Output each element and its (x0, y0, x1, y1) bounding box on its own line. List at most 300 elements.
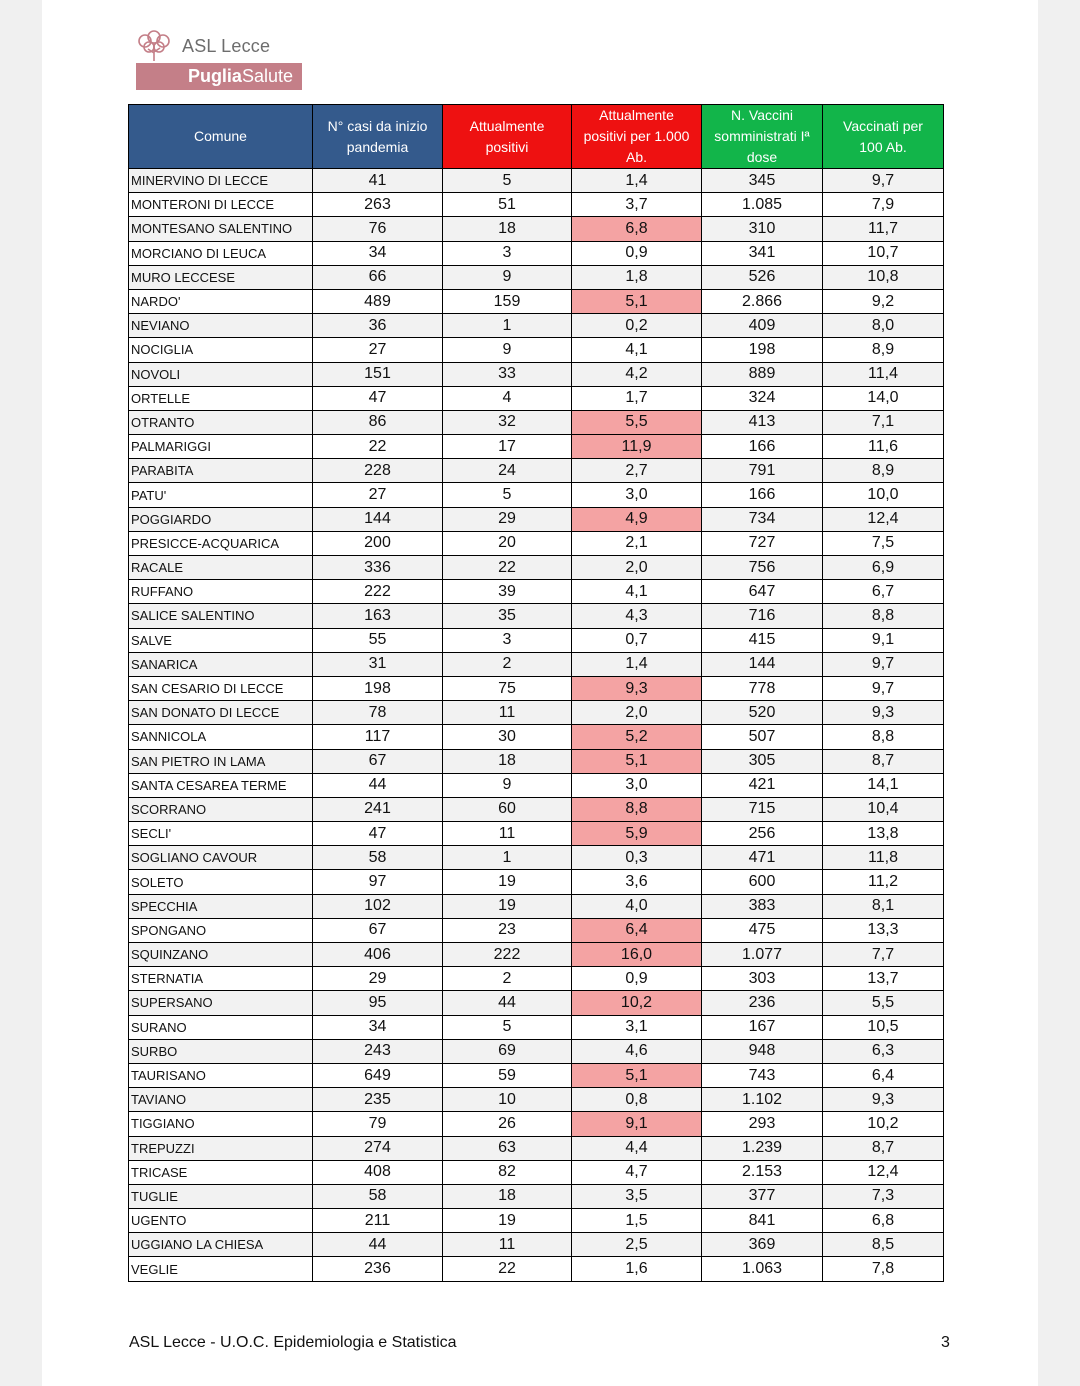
cell-attualmente-positivi: 159 (443, 289, 572, 313)
cell-positivi-per-1000: 6,4 (572, 918, 702, 942)
cell-vaccinati-per-100: 11,2 (823, 870, 944, 894)
cell-vaccini: 727 (702, 531, 823, 555)
cell-positivi-per-1000: 0,7 (572, 628, 702, 652)
cell-attualmente-positivi: 22 (443, 556, 572, 580)
cell-vaccini: 2.866 (702, 289, 823, 313)
cell-vaccinati-per-100: 8,1 (823, 894, 944, 918)
cell-casi: 31 (313, 652, 443, 676)
cell-attualmente-positivi: 17 (443, 435, 572, 459)
table-row (129, 749, 944, 773)
cell-attualmente-positivi: 11 (443, 822, 572, 846)
cell-positivi-per-1000: 0,9 (572, 241, 702, 265)
cell-positivi-per-1000: 6,8 (572, 217, 702, 241)
cell-casi: 67 (313, 749, 443, 773)
cell-vaccini: 236 (702, 991, 823, 1015)
cell-positivi-per-1000: 3,0 (572, 483, 702, 507)
cell-attualmente-positivi: 11 (443, 701, 572, 725)
cell-positivi-per-1000: 5,2 (572, 725, 702, 749)
cell-attualmente-positivi: 33 (443, 362, 572, 386)
cell-vaccinati-per-100: 9,1 (823, 628, 944, 652)
cell-positivi-per-1000: 3,1 (572, 1015, 702, 1039)
cell-positivi-per-1000: 3,6 (572, 870, 702, 894)
cell-vaccini: 415 (702, 628, 823, 652)
cell-casi: 336 (313, 556, 443, 580)
cell-comune: RACALE (129, 556, 313, 580)
cell-attualmente-positivi: 3 (443, 628, 572, 652)
cell-comune: NEVIANO (129, 314, 313, 338)
cell-positivi-per-1000: 4,3 (572, 604, 702, 628)
cell-attualmente-positivi: 9 (443, 265, 572, 289)
cell-attualmente-positivi: 18 (443, 217, 572, 241)
cell-casi: 274 (313, 1136, 443, 1160)
cell-vaccinati-per-100: 9,7 (823, 652, 944, 676)
cell-vaccini: 324 (702, 386, 823, 410)
cell-vaccini: 310 (702, 217, 823, 241)
table-row (129, 507, 944, 531)
cell-casi: 198 (313, 676, 443, 700)
cell-casi: 408 (313, 1160, 443, 1184)
cell-positivi-per-1000: 0,8 (572, 1088, 702, 1112)
cell-attualmente-positivi: 10 (443, 1088, 572, 1112)
cell-attualmente-positivi: 30 (443, 725, 572, 749)
cell-comune: SUPERSANO (129, 991, 313, 1015)
table-row (129, 894, 944, 918)
cell-vaccini: 520 (702, 701, 823, 725)
table-row (129, 604, 944, 628)
cell-comune: UGGIANO LA CHIESA (129, 1233, 313, 1257)
cell-attualmente-positivi: 20 (443, 531, 572, 555)
cell-vaccinati-per-100: 10,5 (823, 1015, 944, 1039)
cell-vaccini: 778 (702, 676, 823, 700)
logo-puglia-salute-band (136, 63, 302, 90)
cell-comune: TUGLIE (129, 1184, 313, 1208)
cell-casi: 241 (313, 797, 443, 821)
tree-logo-icon (136, 28, 172, 62)
cell-casi: 27 (313, 338, 443, 362)
cell-casi: 27 (313, 483, 443, 507)
cell-positivi-per-1000: 3,0 (572, 773, 702, 797)
cell-vaccini: 341 (702, 241, 823, 265)
cell-vaccini: 345 (702, 169, 823, 193)
cell-casi: 34 (313, 241, 443, 265)
cell-comune: SAN DONATO DI LECCE (129, 701, 313, 725)
cell-attualmente-positivi: 24 (443, 459, 572, 483)
page-number: 3 (941, 1334, 950, 1351)
cell-comune: SOGLIANO CAVOUR (129, 846, 313, 870)
cell-casi: 649 (313, 1063, 443, 1087)
header-positivi-per-1000: Attualmente positivi per 1.000 Ab. (572, 105, 702, 169)
cell-vaccinati-per-100: 11,8 (823, 846, 944, 870)
cell-comune: SANTA CESAREA TERME (129, 773, 313, 797)
cell-casi: 163 (313, 604, 443, 628)
cell-vaccini: 743 (702, 1063, 823, 1087)
cell-positivi-per-1000: 4,4 (572, 1136, 702, 1160)
footer-department: ASL Lecce - U.O.C. Epidemiologia e Statistica (129, 1334, 457, 1351)
table-row (129, 918, 944, 942)
cell-vaccini: 409 (702, 314, 823, 338)
cell-vaccinati-per-100: 7,1 (823, 410, 944, 434)
cell-vaccinati-per-100: 11,7 (823, 217, 944, 241)
asl-lecce-logo (136, 28, 302, 90)
table-row (129, 217, 944, 241)
cell-positivi-per-1000: 5,5 (572, 410, 702, 434)
table-row (129, 725, 944, 749)
table-row (129, 265, 944, 289)
table-row (129, 797, 944, 821)
cell-positivi-per-1000: 1,5 (572, 1209, 702, 1233)
cell-casi: 144 (313, 507, 443, 531)
cell-vaccini: 293 (702, 1112, 823, 1136)
cell-comune: SECLI' (129, 822, 313, 846)
cell-vaccinati-per-100: 8,9 (823, 338, 944, 362)
cell-comune: POGGIARDO (129, 507, 313, 531)
cell-attualmente-positivi: 29 (443, 507, 572, 531)
cell-vaccinati-per-100: 9,3 (823, 1088, 944, 1112)
cell-comune: TREPUZZI (129, 1136, 313, 1160)
cell-comune: SPONGANO (129, 918, 313, 942)
cell-attualmente-positivi: 69 (443, 1039, 572, 1063)
cell-attualmente-positivi: 222 (443, 943, 572, 967)
cell-comune: SQUINZANO (129, 943, 313, 967)
cell-vaccini: 1.077 (702, 943, 823, 967)
table-row (129, 435, 944, 459)
table-row (129, 967, 944, 991)
cell-attualmente-positivi: 5 (443, 169, 572, 193)
cell-vaccini: 383 (702, 894, 823, 918)
cell-vaccini: 526 (702, 265, 823, 289)
table-row (129, 991, 944, 1015)
cell-casi: 79 (313, 1112, 443, 1136)
cell-vaccini: 377 (702, 1184, 823, 1208)
cell-vaccinati-per-100: 5,5 (823, 991, 944, 1015)
cell-vaccinati-per-100: 6,8 (823, 1209, 944, 1233)
table-header-row (129, 105, 944, 169)
cell-positivi-per-1000: 4,1 (572, 338, 702, 362)
cell-positivi-per-1000: 5,9 (572, 822, 702, 846)
cell-casi: 222 (313, 580, 443, 604)
cell-vaccinati-per-100: 8,9 (823, 459, 944, 483)
cell-comune: MINERVINO DI LECCE (129, 169, 313, 193)
cell-casi: 236 (313, 1257, 443, 1281)
cell-attualmente-positivi: 51 (443, 193, 572, 217)
table-row (129, 1160, 944, 1184)
cell-vaccinati-per-100: 12,4 (823, 1160, 944, 1184)
table-row (129, 943, 944, 967)
cell-casi: 235 (313, 1088, 443, 1112)
table-row (129, 193, 944, 217)
cell-vaccinati-per-100: 9,7 (823, 169, 944, 193)
cell-vaccini: 471 (702, 846, 823, 870)
table-row (129, 701, 944, 725)
cell-casi: 58 (313, 846, 443, 870)
cell-comune: SAN CESARIO DI LECCE (129, 676, 313, 700)
table-row (129, 556, 944, 580)
cell-positivi-per-1000: 2,0 (572, 556, 702, 580)
cell-comune: STERNATIA (129, 967, 313, 991)
cell-vaccinati-per-100: 10,2 (823, 1112, 944, 1136)
cell-vaccinati-per-100: 7,5 (823, 531, 944, 555)
cell-vaccinati-per-100: 10,8 (823, 265, 944, 289)
cell-comune: NARDO' (129, 289, 313, 313)
table-row (129, 410, 944, 434)
cell-comune: MURO LECCESE (129, 265, 313, 289)
cell-attualmente-positivi: 32 (443, 410, 572, 434)
cell-positivi-per-1000: 4,6 (572, 1039, 702, 1063)
cell-vaccinati-per-100: 8,7 (823, 1136, 944, 1160)
cell-vaccini: 715 (702, 797, 823, 821)
cell-vaccini: 507 (702, 725, 823, 749)
cell-vaccini: 734 (702, 507, 823, 531)
cell-positivi-per-1000: 3,7 (572, 193, 702, 217)
cell-attualmente-positivi: 11 (443, 1233, 572, 1257)
logo-salute-text: Salute (241, 66, 293, 86)
cell-vaccinati-per-100: 7,9 (823, 193, 944, 217)
cell-casi: 41 (313, 169, 443, 193)
cell-attualmente-positivi: 35 (443, 604, 572, 628)
cell-vaccinati-per-100: 7,3 (823, 1184, 944, 1208)
cell-casi: 67 (313, 918, 443, 942)
cell-comune: RUFFANO (129, 580, 313, 604)
table-row (129, 1209, 944, 1233)
cell-positivi-per-1000: 4,2 (572, 362, 702, 386)
cell-casi: 47 (313, 386, 443, 410)
cell-comune: UGENTO (129, 1209, 313, 1233)
cell-vaccinati-per-100: 10,0 (823, 483, 944, 507)
cell-comune: PARABITA (129, 459, 313, 483)
cell-vaccinati-per-100: 10,4 (823, 797, 944, 821)
table-row (129, 846, 944, 870)
cell-casi: 44 (313, 1233, 443, 1257)
document-page (42, 0, 1038, 1386)
cell-vaccini: 305 (702, 749, 823, 773)
table-row (129, 1063, 944, 1087)
cell-positivi-per-1000: 1,7 (572, 386, 702, 410)
header-attualmente-positivi: Attualmente positivi (443, 105, 572, 169)
cell-attualmente-positivi: 3 (443, 241, 572, 265)
table-row (129, 241, 944, 265)
cell-attualmente-positivi: 22 (443, 1257, 572, 1281)
cell-attualmente-positivi: 2 (443, 652, 572, 676)
cell-vaccinati-per-100: 13,7 (823, 967, 944, 991)
table-row (129, 1257, 944, 1281)
cell-casi: 44 (313, 773, 443, 797)
cell-casi: 102 (313, 894, 443, 918)
cell-comune: SURBO (129, 1039, 313, 1063)
header-casi: N° casi da inizio pandemia (313, 105, 443, 169)
cell-vaccini: 2.153 (702, 1160, 823, 1184)
cell-vaccini: 1.063 (702, 1257, 823, 1281)
cell-vaccini: 166 (702, 435, 823, 459)
cell-vaccinati-per-100: 8,5 (823, 1233, 944, 1257)
table-row (129, 628, 944, 652)
cell-vaccini: 841 (702, 1209, 823, 1233)
cell-attualmente-positivi: 18 (443, 1184, 572, 1208)
cell-vaccini: 421 (702, 773, 823, 797)
municipality-covid-table (128, 104, 944, 1282)
cell-casi: 22 (313, 435, 443, 459)
cell-attualmente-positivi: 82 (443, 1160, 572, 1184)
table-row (129, 338, 944, 362)
cell-vaccinati-per-100: 11,6 (823, 435, 944, 459)
cell-vaccinati-per-100: 14,0 (823, 386, 944, 410)
cell-positivi-per-1000: 1,6 (572, 1257, 702, 1281)
cell-attualmente-positivi: 2 (443, 967, 572, 991)
header-vaccini: N. Vaccini somministrati Iª dose (702, 105, 823, 169)
cell-comune: MONTESANO SALENTINO (129, 217, 313, 241)
cell-positivi-per-1000: 4,0 (572, 894, 702, 918)
cell-comune: MORCIANO DI LEUCA (129, 241, 313, 265)
table-row (129, 531, 944, 555)
cell-comune: SALVE (129, 628, 313, 652)
cell-attualmente-positivi: 9 (443, 773, 572, 797)
cell-positivi-per-1000: 0,9 (572, 967, 702, 991)
cell-vaccini: 475 (702, 918, 823, 942)
cell-vaccini: 791 (702, 459, 823, 483)
cell-positivi-per-1000: 10,2 (572, 991, 702, 1015)
cell-positivi-per-1000: 2,5 (572, 1233, 702, 1257)
cell-vaccinati-per-100: 9,2 (823, 289, 944, 313)
table-row (129, 169, 944, 193)
cell-vaccini: 198 (702, 338, 823, 362)
cell-attualmente-positivi: 19 (443, 894, 572, 918)
cell-comune: VEGLIE (129, 1257, 313, 1281)
cell-casi: 263 (313, 193, 443, 217)
cell-vaccinati-per-100: 8,7 (823, 749, 944, 773)
cell-attualmente-positivi: 60 (443, 797, 572, 821)
table-row (129, 362, 944, 386)
cell-positivi-per-1000: 11,9 (572, 435, 702, 459)
cell-casi: 200 (313, 531, 443, 555)
table-row (129, 822, 944, 846)
cell-casi: 97 (313, 870, 443, 894)
table-row (129, 1233, 944, 1257)
cell-comune: SANNICOLA (129, 725, 313, 749)
cell-attualmente-positivi: 4 (443, 386, 572, 410)
cell-comune: PRESICCE-ACQUARICA (129, 531, 313, 555)
cell-attualmente-positivi: 23 (443, 918, 572, 942)
cell-attualmente-positivi: 59 (443, 1063, 572, 1087)
cell-casi: 406 (313, 943, 443, 967)
cell-casi: 47 (313, 822, 443, 846)
table-row (129, 1015, 944, 1039)
cell-positivi-per-1000: 0,2 (572, 314, 702, 338)
cell-vaccinati-per-100: 8,8 (823, 604, 944, 628)
cell-attualmente-positivi: 1 (443, 314, 572, 338)
cell-positivi-per-1000: 8,8 (572, 797, 702, 821)
table-row (129, 1088, 944, 1112)
cell-vaccini: 167 (702, 1015, 823, 1039)
cell-casi: 228 (313, 459, 443, 483)
table-row (129, 386, 944, 410)
cell-positivi-per-1000: 4,9 (572, 507, 702, 531)
cell-comune: MONTERONI DI LECCE (129, 193, 313, 217)
header-vaccinati-per-100: Vaccinati per 100 Ab. (823, 105, 944, 169)
cell-casi: 76 (313, 217, 443, 241)
cell-positivi-per-1000: 2,0 (572, 701, 702, 725)
cell-comune: SURANO (129, 1015, 313, 1039)
table-row (129, 580, 944, 604)
cell-casi: 29 (313, 967, 443, 991)
cell-positivi-per-1000: 5,1 (572, 289, 702, 313)
header-comune: Comune (129, 105, 313, 169)
cell-vaccinati-per-100: 12,4 (823, 507, 944, 531)
cell-positivi-per-1000: 5,1 (572, 1063, 702, 1087)
cell-vaccini: 369 (702, 1233, 823, 1257)
cell-attualmente-positivi: 26 (443, 1112, 572, 1136)
cell-vaccinati-per-100: 10,7 (823, 241, 944, 265)
cell-attualmente-positivi: 19 (443, 1209, 572, 1233)
cell-vaccinati-per-100: 7,7 (823, 943, 944, 967)
cell-casi: 243 (313, 1039, 443, 1063)
cell-attualmente-positivi: 39 (443, 580, 572, 604)
cell-positivi-per-1000: 1,8 (572, 265, 702, 289)
cell-attualmente-positivi: 5 (443, 483, 572, 507)
cell-positivi-per-1000: 4,7 (572, 1160, 702, 1184)
cell-positivi-per-1000: 3,5 (572, 1184, 702, 1208)
cell-comune: SAN PIETRO IN LAMA (129, 749, 313, 773)
cell-vaccini: 600 (702, 870, 823, 894)
logo-asl-lecce-text: ASL Lecce (182, 36, 271, 56)
cell-attualmente-positivi: 5 (443, 1015, 572, 1039)
cell-vaccinati-per-100: 13,8 (823, 822, 944, 846)
cell-positivi-per-1000: 16,0 (572, 943, 702, 967)
cell-attualmente-positivi: 75 (443, 676, 572, 700)
cell-comune: NOVOLI (129, 362, 313, 386)
cell-casi: 489 (313, 289, 443, 313)
cell-vaccinati-per-100: 9,7 (823, 676, 944, 700)
cell-comune: TAVIANO (129, 1088, 313, 1112)
table-row (129, 773, 944, 797)
cell-positivi-per-1000: 2,1 (572, 531, 702, 555)
cell-casi: 55 (313, 628, 443, 652)
cell-vaccini: 756 (702, 556, 823, 580)
cell-comune: SANARICA (129, 652, 313, 676)
cell-vaccinati-per-100: 6,3 (823, 1039, 944, 1063)
cell-comune: SCORRANO (129, 797, 313, 821)
cell-vaccini: 647 (702, 580, 823, 604)
cell-vaccinati-per-100: 11,4 (823, 362, 944, 386)
cell-casi: 117 (313, 725, 443, 749)
table-row (129, 459, 944, 483)
table-row (129, 1184, 944, 1208)
table-row (129, 1136, 944, 1160)
table-row (129, 870, 944, 894)
cell-casi: 86 (313, 410, 443, 434)
cell-vaccinati-per-100: 13,3 (823, 918, 944, 942)
cell-comune: NOCIGLIA (129, 338, 313, 362)
cell-comune: PATU' (129, 483, 313, 507)
cell-vaccini: 1.239 (702, 1136, 823, 1160)
cell-vaccinati-per-100: 6,9 (823, 556, 944, 580)
cell-attualmente-positivi: 18 (443, 749, 572, 773)
cell-positivi-per-1000: 1,4 (572, 169, 702, 193)
cell-comune: SOLETO (129, 870, 313, 894)
cell-vaccini: 166 (702, 483, 823, 507)
cell-vaccini: 1.102 (702, 1088, 823, 1112)
cell-positivi-per-1000: 4,1 (572, 580, 702, 604)
cell-attualmente-positivi: 63 (443, 1136, 572, 1160)
cell-attualmente-positivi: 19 (443, 870, 572, 894)
cell-casi: 151 (313, 362, 443, 386)
cell-vaccinati-per-100: 6,4 (823, 1063, 944, 1087)
cell-vaccinati-per-100: 8,0 (823, 314, 944, 338)
cell-vaccini: 303 (702, 967, 823, 991)
table-row (129, 289, 944, 313)
cell-vaccinati-per-100: 9,3 (823, 701, 944, 725)
table-row (129, 1039, 944, 1063)
cell-vaccinati-per-100: 6,7 (823, 580, 944, 604)
cell-positivi-per-1000: 9,3 (572, 676, 702, 700)
